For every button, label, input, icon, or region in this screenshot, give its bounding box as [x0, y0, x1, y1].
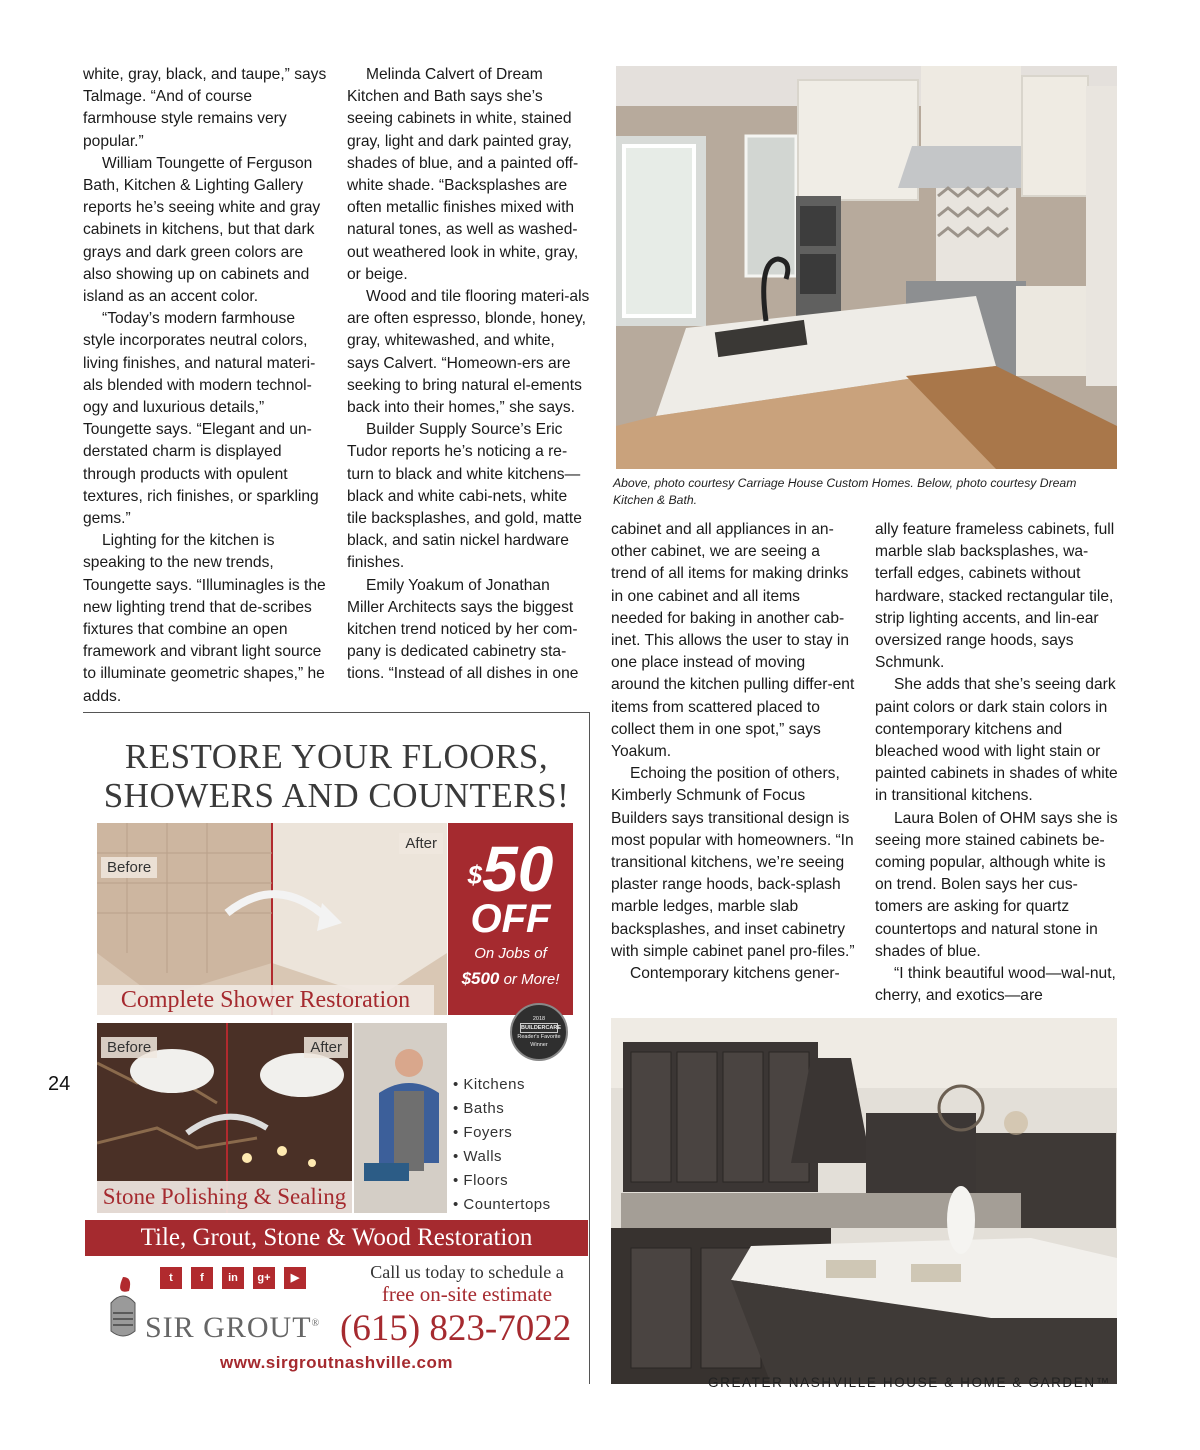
technician-photo [354, 1023, 447, 1213]
promo-amount: $50 [467, 833, 554, 905]
article-column-4 [875, 519, 1119, 1007]
sir-grout-advertisement [85, 715, 588, 1383]
kitchen-photo-white-cabinets [616, 66, 1117, 469]
article-paragraph: “I think beautiful wood—wal-nut, cherry, and exotics—are [875, 965, 1116, 1005]
stone-caption: Stone Polishing & Sealing [97, 1181, 352, 1213]
service-item: • Foyers [453, 1124, 513, 1141]
before-label: Before [101, 1037, 157, 1058]
knight-helmet-logo-icon [103, 1275, 143, 1351]
kitchen-photo-dark-cabinets [611, 1018, 1117, 1384]
shower-caption: Complete Shower Restoration [97, 985, 434, 1015]
sir-grout-brand: SIR GROUT® [145, 1311, 321, 1344]
promo-line-2: $500 or More! [461, 969, 560, 988]
service-item: • Countertops [453, 1196, 551, 1213]
article-paragraph: Wood and tile flooring materi-als are often espresso, blonde, honey, gray, whitewashed, and white, says Calvert. “Homeown-ers are seeking to bring natural el-ements back into their homes,” she says. [347, 288, 590, 417]
ad-headline: RESTORE YOUR FLOORS, SHOWERS AND COUNTERS! [103, 737, 570, 815]
google-plus-icon[interactable]: g+ [253, 1267, 275, 1289]
website-link[interactable]: www.sirgroutnashville.com [220, 1353, 453, 1372]
article-paragraph: William Toungette of Ferguson Bath, Kitchen & Lighting Gallery reports he’s seeing white and gray cabinets in kitchens, but that dark grays and dark green colors are also showing up on cabinets and island as an accent color. [83, 154, 321, 306]
youtube-icon[interactable]: ▶ [284, 1267, 306, 1289]
promo-off: OFF [470, 897, 551, 941]
magazine-footer: GREATER NASHVILLE HOUSE & HOME & GARDEN™ [708, 1375, 1111, 1390]
linkedin-icon[interactable]: in [222, 1267, 244, 1289]
service-item: • Baths [453, 1100, 505, 1117]
restoration-banner: Tile, Grout, Stone & Wood Restoration [85, 1220, 588, 1256]
article-paragraph: Echoing the position of others, Kimberly Schmunk of Focus Builders says transitional design is most popular with homeowners. “In transitional kitchens, we’re seeing plaster range hoods, back-splash marble ledges, marble slab backsplashes, and inset cabinetry with simple cabinet panel pro-files.” [611, 765, 855, 960]
promo-badge [448, 823, 573, 1015]
service-item: • Walls [453, 1148, 503, 1165]
after-label: After [399, 833, 443, 854]
article-paragraph: ally feature frameless cabinets, full marble slab backsplashes, wa-terfall edges, cabinets without hardware, stacked rectangular tile, strip lighting accents, and lin-ear oversized range hoods, says Schmunk. [875, 521, 1115, 672]
article-paragraph: white, gray, black, and taupe,” says Talmage. “And of course farmhouse style remains very popular.” [83, 66, 327, 150]
article-paragraph: She adds that she’s seeing dark paint colors or dark stain colors in contemporary kitchens and bleached wood with light stain or painted cabinets in shades of white in transitional kitchens. [875, 676, 1118, 805]
article-paragraph: “Today’s modern farmhouse style incorporates neutral colors, living finishes, and natural materi-als blended with modern technol-ogy and luxurious details,” Toungette says. “Elegant and un-derstated charm is displayed through products with opulent textures, rich finishes, or sparkling gems.” [83, 310, 319, 528]
article-paragraph: Laura Bolen of OHM says she is seeing more stained cabinets be-coming popular, although white is on trend. Bolen says her cus-tomers are asking for quartz countertops and natural stone in shades of blue. [875, 809, 1118, 960]
article-paragraph: Lighting for the kitchen is speaking to the new trends, Toungette says. “Illuminagles is the new lighting trend that de-scribes fixtures that combine an open framework and vibrant light source to illuminate geometric shapes,” he adds. [83, 532, 326, 705]
page-number: 24 [48, 1073, 71, 1095]
article-paragraph: Melinda Calvert of Dream Kitchen and Bath says she’s seeing cabinets in white, stained gray, light and dark painted gray, shades of blue, and a painted off-white shade. “Backsplashes are often metallic finishes mixed with natural tones, as well as washed-out weathered look in white, gray, or beige. [347, 66, 579, 283]
article-paragraph: Emily Yoakum of Jonathan Miller Architects says the biggest kitchen trend noticed by her com-pany is dedicated cabinetry sta-tions. “Instead of all dishes in one [347, 576, 579, 683]
article-paragraph: cabinet and all appliances in an-other cabinet, we are seeing a trend of all items for making drinks in one cabinet and all items needed for baking in another cab-inet. This allows the user to stay in one place instead of moving around the kitchen pulling differ-ent items from scattered placed to collect them in one spot,” says Yoakum. [611, 521, 855, 761]
before-label: Before [101, 857, 157, 878]
service-item: • Floors [453, 1172, 509, 1189]
services-list [453, 1073, 551, 1217]
after-label: After [304, 1037, 348, 1058]
twitter-icon[interactable]: t [160, 1267, 182, 1289]
article-paragraph: Builder Supply Source’s Eric Tudor reports he’s noticing a re-turn to black and white kitchens—black and white cabi-nets, white tile backsplashes, and gold, matte black, and satin nickel hardware finishes. [347, 421, 582, 572]
ad-top-rule [83, 712, 590, 713]
ad-right-rule [589, 712, 590, 1384]
article-column-3 [611, 519, 855, 985]
service-item: • Kitchens [453, 1076, 525, 1093]
facebook-icon[interactable]: f [191, 1267, 213, 1289]
photo-caption: Above, photo courtesy Carriage House Custom Homes. Below, photo courtesy Dream Kitchen & Bath. [613, 476, 1077, 507]
article-column-2 [347, 64, 591, 686]
promo-line-1: On Jobs of [474, 945, 547, 962]
award-seal-icon: 2018 BUILDERCARE Reader's Favorite Winner [510, 1003, 568, 1061]
article-paragraph: Contemporary kitchens gener- [630, 965, 840, 983]
call-to-action: Call us today to schedule a free on-site estimate [370, 1262, 564, 1306]
article-column-1 [83, 64, 327, 708]
phone-number[interactable]: (615) 823-7022 [340, 1308, 572, 1349]
